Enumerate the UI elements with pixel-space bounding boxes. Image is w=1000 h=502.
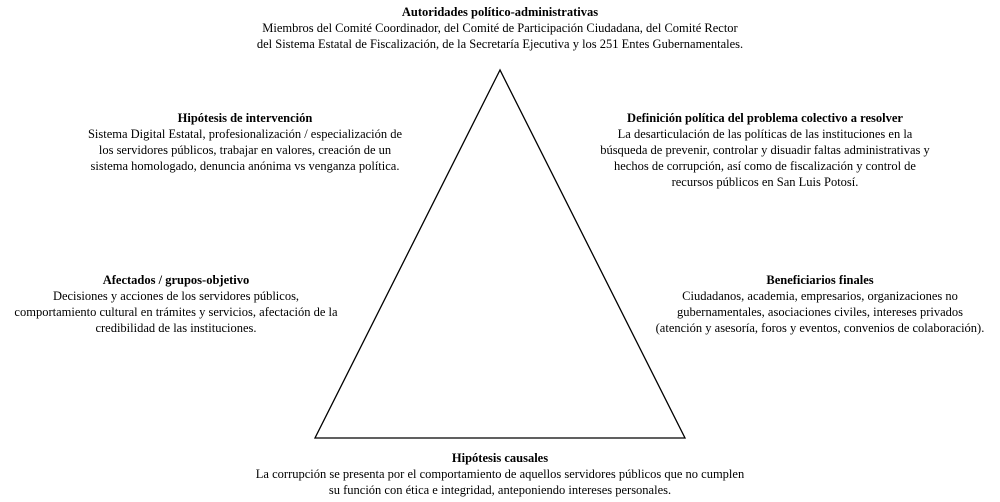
block-line: Ciudadanos, academia, empresarios, organizaciones no — [682, 289, 958, 303]
political-administrative-authorities-block — [150, 4, 850, 52]
target-groups-block — [0, 272, 352, 336]
block-title: Hipótesis de intervención — [177, 111, 313, 125]
block-line: los servidores públicos, trabajar en valores, creación de un — [98, 143, 392, 157]
block-title: Beneficiarios finales — [766, 273, 874, 287]
block-line: sistema homologado, denuncia anónima vs venganza política. — [90, 159, 400, 173]
block-title: Afectados / grupos-objetivo — [102, 273, 250, 287]
block-line: gubernamentales, asociaciones civiles, intereses privados — [676, 305, 963, 319]
block-line: La desarticulación de las políticas de las instituciones en la — [617, 127, 913, 141]
block-line: búsqueda de prevenir, controlar y disuadir faltas administrativas y — [600, 143, 930, 157]
block-line: (atención y asesoría, foros y eventos, convenios de colaboración). — [655, 321, 985, 335]
block-line: La corrupción se presenta por el comportamiento de aquellos servidores públicos que no cumplen — [255, 467, 745, 481]
block-line: del Sistema Estatal de Fiscalización, de la Secretaría Ejecutiva y los 251 Entes Gubernamentales. — [256, 37, 744, 51]
block-line: Decisiones y acciones de los servidores públicos, — [52, 289, 300, 303]
intervention-hypothesis-block — [60, 110, 430, 174]
block-line: Sistema Digital Estatal, profesionalización / especialización de — [87, 127, 403, 141]
block-title: Autoridades político-administrativas — [401, 5, 599, 19]
block-line: recursos públicos en San Luis Potosí. — [671, 175, 859, 189]
causal-hypothesis-block — [150, 450, 850, 498]
block-line: comportamiento cultural en trámites y servicios, afectación de la — [14, 305, 338, 319]
block-title: Definición política del problema colectivo a resolver — [627, 111, 903, 125]
block-line: Miembros del Comité Coordinador, del Comité de Participación Ciudadana, del Comité Rector — [262, 21, 738, 35]
block-line: hechos de corrupción, así como de fiscalización y control de — [614, 159, 916, 173]
block-line: credibilidad de las instituciones. — [95, 321, 257, 335]
problem-definition-block — [560, 110, 970, 190]
block-line: su función con ética e integridad, anteponiendo intereses personales. — [328, 483, 672, 497]
final-beneficiaries-block — [640, 272, 1000, 336]
block-title: Hipótesis causales — [451, 451, 549, 465]
